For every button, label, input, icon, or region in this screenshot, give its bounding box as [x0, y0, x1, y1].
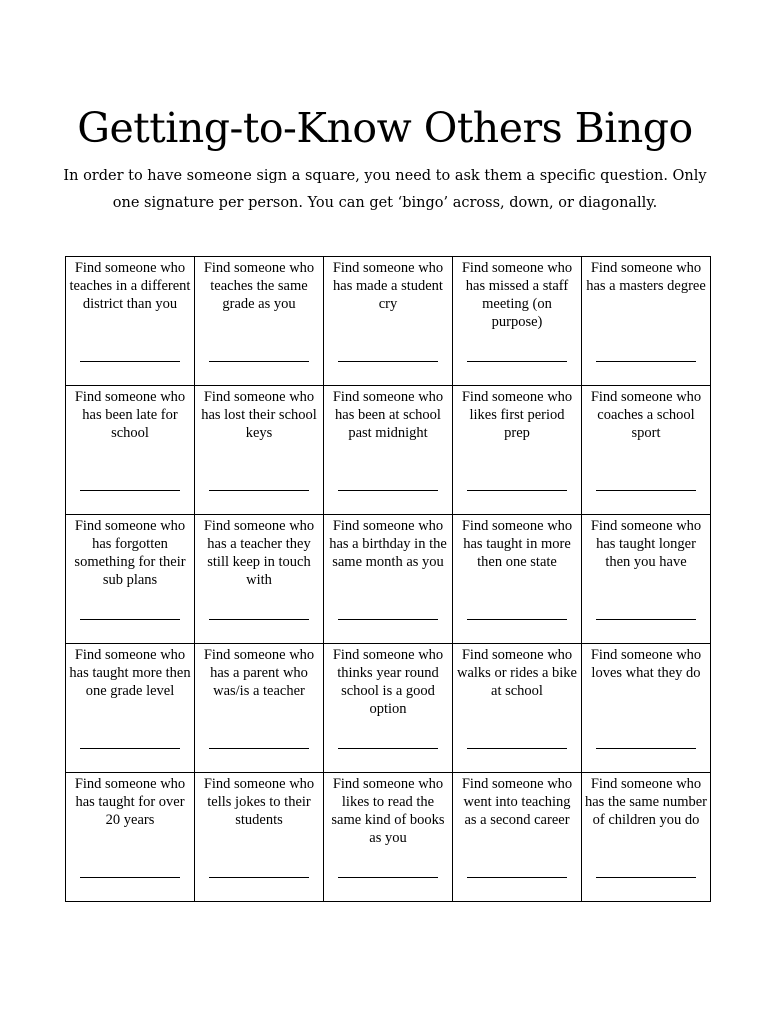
bingo-row [66, 386, 711, 515]
bingo-square [195, 257, 324, 386]
signature-line[interactable] [338, 877, 438, 878]
bingo-square [582, 773, 711, 902]
bingo-square [453, 644, 582, 773]
signature-line[interactable] [596, 619, 696, 620]
bingo-square-prompt: Find someone who thinks year round school is a good option [332, 647, 444, 717]
bingo-square-prompt: Find someone who has the same number of children you do [585, 776, 708, 828]
signature-line[interactable] [467, 361, 567, 362]
bingo-square-prompt: Find someone who walks or rides a bike at school [457, 647, 577, 699]
signature-line[interactable] [596, 748, 696, 749]
bingo-square-prompt: Find someone who has been late for school [74, 389, 186, 441]
bingo-square-prompt: Find someone who has a birthday in the same month as you [329, 518, 447, 570]
bingo-square-prompt: Find someone who tells jokes to their students [203, 776, 315, 828]
signature-line[interactable] [80, 361, 180, 362]
bingo-square-prompt: Find someone who has taught for over 20 years [74, 776, 186, 828]
signature-line[interactable] [209, 877, 309, 878]
bingo-square [195, 773, 324, 902]
bingo-square-prompt: Find someone who has taught more then one grade level [69, 647, 191, 699]
bingo-square-prompt: Find someone who has a teacher they still keep in touch with [203, 518, 315, 588]
signature-line[interactable] [596, 490, 696, 491]
signature-line[interactable] [209, 361, 309, 362]
signature-line[interactable] [338, 748, 438, 749]
bingo-square-prompt: Find someone who has a parent who was/is a teacher [203, 647, 315, 699]
signature-line[interactable] [80, 748, 180, 749]
page-title: Getting-to-Know Others Bingo [77, 104, 693, 152]
bingo-square [195, 644, 324, 773]
bingo-square-prompt: Find someone who has taught longer then you have [590, 518, 702, 570]
signature-line[interactable] [338, 361, 438, 362]
bingo-square-prompt: Find someone who loves what they do [590, 647, 702, 681]
bingo-square-prompt: Find someone who teaches in a different district than you [69, 260, 191, 312]
bingo-square [324, 257, 453, 386]
signature-line[interactable] [209, 490, 309, 491]
bingo-square [195, 386, 324, 515]
bingo-square-prompt: Find someone who likes first period prep [461, 389, 573, 441]
signature-line[interactable] [209, 619, 309, 620]
bingo-grid [65, 256, 711, 902]
signature-line[interactable] [596, 877, 696, 878]
bingo-square [582, 257, 711, 386]
signature-line[interactable] [467, 490, 567, 491]
bingo-square [324, 515, 453, 644]
bingo-square-prompt: Find someone who has a masters degree [586, 260, 706, 294]
bingo-square [324, 773, 453, 902]
bingo-square [453, 386, 582, 515]
bingo-square-prompt: Find someone who has made a student cry [332, 260, 444, 312]
bingo-square-prompt: Find someone who went into teaching as a second career [461, 776, 573, 828]
bingo-square-prompt: Find someone who teaches the same grade as you [203, 260, 315, 312]
bingo-row [66, 515, 711, 644]
bingo-square [66, 644, 195, 773]
bingo-square [195, 515, 324, 644]
signature-line[interactable] [467, 619, 567, 620]
bingo-row [66, 644, 711, 773]
bingo-square [66, 257, 195, 386]
bingo-square [324, 386, 453, 515]
bingo-square [582, 386, 711, 515]
signature-line[interactable] [467, 877, 567, 878]
bingo-square-prompt: Find someone who has taught in more then one state [461, 518, 573, 570]
bingo-square [453, 257, 582, 386]
instructions-line-1: In order to have someone sign a square, you need to ask them a specific question. Only [63, 168, 707, 184]
instructions-line-2: one signature per person. You can get ‘bingo’ across, down, or diagonally. [112, 195, 658, 211]
bingo-square [582, 515, 711, 644]
bingo-row [66, 257, 711, 386]
bingo-square-prompt: Find someone who has missed a staff meeting (on purpose) [461, 260, 573, 330]
bingo-square-prompt: Find someone who has lost their school keys [201, 389, 317, 441]
signature-line[interactable] [80, 490, 180, 491]
bingo-row [66, 773, 711, 902]
bingo-square [66, 515, 195, 644]
bingo-square-prompt: Find someone who likes to read the same kind of books as you [331, 776, 445, 846]
bingo-square [66, 386, 195, 515]
bingo-square-prompt: Find someone who has been at school past midnight [332, 389, 444, 441]
signature-line[interactable] [338, 490, 438, 491]
signature-line[interactable] [596, 361, 696, 362]
bingo-square [324, 644, 453, 773]
bingo-square-prompt: Find someone who coaches a school sport [590, 389, 702, 441]
instructions [60, 163, 710, 217]
bingo-square [453, 773, 582, 902]
bingo-square [582, 644, 711, 773]
bingo-square [453, 515, 582, 644]
signature-line[interactable] [209, 748, 309, 749]
bingo-square [66, 773, 195, 902]
bingo-square-prompt: Find someone who has forgotten something for their sub plans [74, 518, 186, 588]
signature-line[interactable] [80, 877, 180, 878]
signature-line[interactable] [338, 619, 438, 620]
signature-line[interactable] [467, 748, 567, 749]
signature-line[interactable] [80, 619, 180, 620]
